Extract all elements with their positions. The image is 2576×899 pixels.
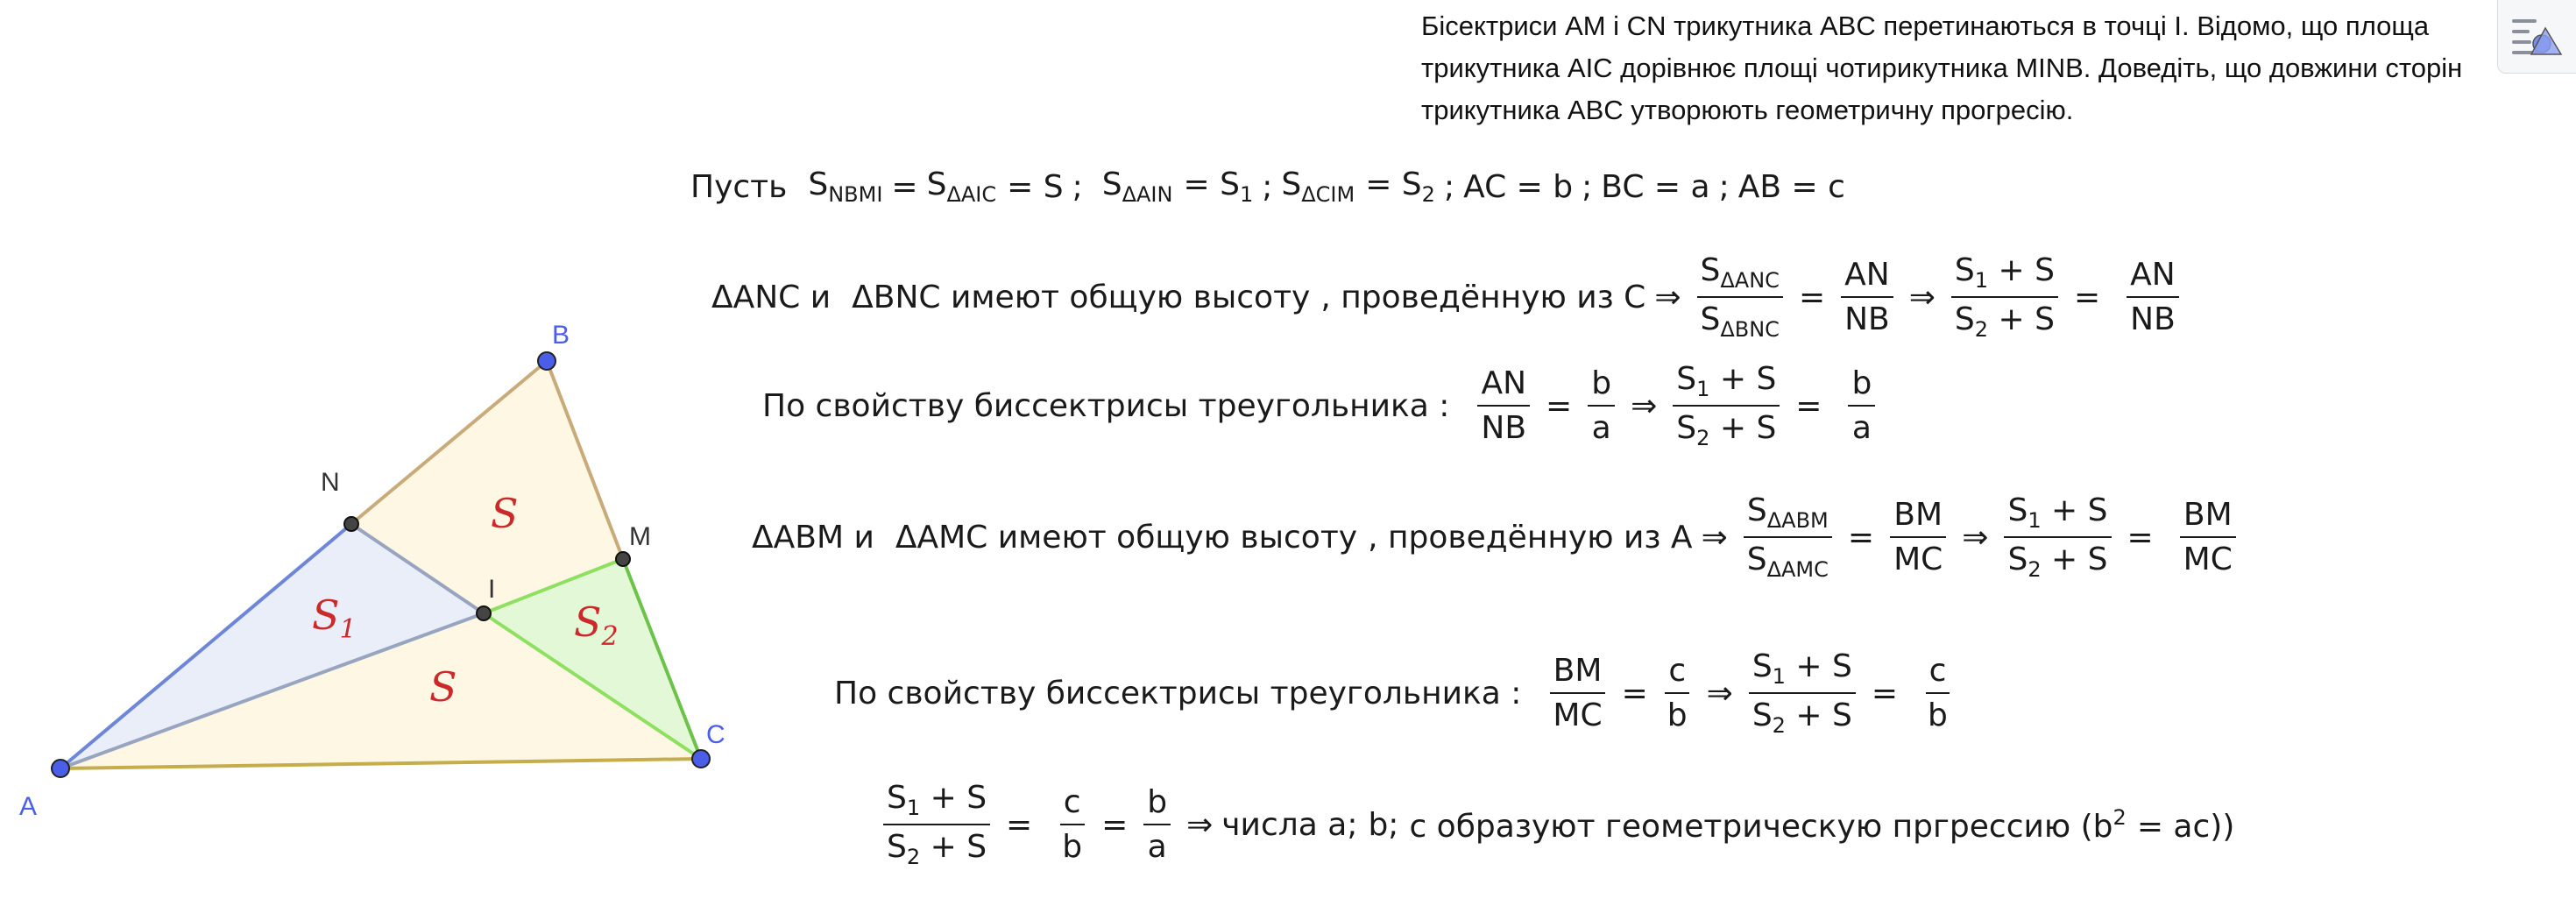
point-m[interactable] bbox=[616, 552, 630, 566]
fraction-b-a: $\frac{b}{a}$ bbox=[1588, 365, 1615, 446]
eq-s1: = $S_1$ bbox=[1183, 166, 1254, 207]
point-b[interactable] bbox=[538, 352, 556, 370]
label-b: B bbox=[552, 321, 570, 350]
text-abm: ΔABM и bbox=[752, 519, 874, 556]
text-anc: ΔANC и bbox=[711, 279, 832, 315]
solution-line-6: $\frac{S_1 + S}{S_2 + S}$ = $\frac{c}{b}$ = $\frac{b}{a}$ ⇒ числа a; b; c образуют геометрическую пргрессию $(b^2 = ac)$) bbox=[876, 780, 2234, 869]
menu-button[interactable] bbox=[2497, 0, 2576, 74]
def-bc: BC = a bbox=[1601, 168, 1710, 205]
eq-s2: = $S_2$ bbox=[1365, 166, 1435, 207]
def-ab: AB = c bbox=[1737, 168, 1845, 205]
problem-statement: Бісектриси AM і CN трикутника ABC перетинаються в точці I. Відомо, що площа трикутника AIC дорівнює площі чотирикутника MINB. Доведіть, що довжини сторін трикутника ABC утворюють геометричну прогресію. bbox=[1421, 11, 2463, 125]
fraction-area-abm-amc: $\frac{S_{\Delta ABM}}{S_{\Delta AMC}}$ bbox=[1744, 492, 1832, 582]
point-c[interactable] bbox=[692, 750, 710, 768]
fraction-an-nb-3: $\frac{AN}{NB}$ bbox=[1477, 365, 1530, 446]
label-s2: $S_2$ bbox=[574, 598, 619, 652]
point-a[interactable] bbox=[52, 760, 69, 777]
text-common-height-2: ΔAMC имеют общую высоту bbox=[895, 519, 1358, 556]
label-i: I bbox=[488, 575, 496, 604]
solution-line-4: ΔABM и ΔAMC имеют общую высоту , проведённую из A ⇒ $\frac{S_{\Delta ABM}}{S_{\Delta AMC}}$ = $\frac{BM}{MC}$ ⇒ $\frac{S_1 + S}{S_2 + S}$ = $\frac{BM}{MC}$ bbox=[752, 492, 2243, 582]
fraction-s1s-s2s-4: $\frac{S_1 + S}{S_2 + S}$ bbox=[1749, 648, 1856, 738]
label-s-bottom: S bbox=[429, 663, 457, 711]
fraction-area-anc-bnc: $\frac{S_{\Delta ANC}}{S_{\Delta BNC}}$ bbox=[1696, 252, 1782, 342]
triangle-figure bbox=[0, 0, 789, 899]
area-s-cim: $S_{\Delta CIM}$ bbox=[1281, 166, 1355, 207]
text-conclusion: c образуют геометрическую пргрессию $(b^2 = ac)$) bbox=[1409, 804, 2235, 845]
fraction-c-b-3: $\frac{c}{b}$ bbox=[1058, 784, 1086, 865]
solution-line-5: По свойству биссектрисы треугольника : $\frac{BM}{MC}$ = $\frac{c}{b}$ ⇒ $\frac{S_1 + S}{S_2 + S}$ = $\frac{c}{b}$ bbox=[834, 648, 1958, 738]
fraction-b-a-2: $\frac{b}{a}$ bbox=[1848, 365, 1875, 446]
def-ac: AC = b bbox=[1463, 168, 1574, 205]
label-c: C bbox=[706, 720, 725, 749]
solution-line-1: Пусть $S_{NBMI}$ = $S_{\Delta AIC}$ = S ; $S_{\Delta AIN}$ = $S_1$ ; $S_{\Delta CIM}$ = $S_2$ ; AC = b ; BC = a ; AB = c bbox=[690, 166, 1845, 207]
label-n: N bbox=[321, 468, 340, 497]
fraction-s1s-s2s-5: $\frac{S_1 + S}{S_2 + S}$ bbox=[883, 780, 990, 869]
text-bisector-property: По свойству биссектрисы треугольника : bbox=[762, 387, 1450, 424]
intro-word: Пусть bbox=[690, 168, 788, 205]
eq-s: = S bbox=[1007, 168, 1064, 205]
fraction-s1s-s2s-2: $\frac{S_1 + S}{S_2 + S}$ bbox=[1673, 361, 1780, 450]
solution-line-2: ΔANC и ΔBNC имеют общую высоту , проведённую из C ⇒ $\frac{S_{\Delta ANC}}{S_{\Delta BNC}}$ = $\frac{AN}{NB}$ ⇒ $\frac{S_1 + S}{S_2 + S}$ = $\frac{AN}{NB}$ bbox=[711, 252, 2186, 342]
fraction-an-nb-2: $\frac{AN}{NB}$ bbox=[2127, 257, 2179, 337]
fraction-bm-mc-3: $\frac{BM}{MC}$ bbox=[1549, 653, 1605, 733]
fraction-an-nb: $\frac{AN}{NB}$ bbox=[1841, 257, 1893, 337]
fraction-s1s-s2s-3: $\frac{S_1 + S}{S_2 + S}$ bbox=[2004, 492, 2111, 582]
text-common-height: ΔBNC имеют общую высоту bbox=[852, 279, 1311, 315]
area-s-aic: $S_{\Delta AIC}$ bbox=[926, 166, 997, 207]
label-s1: $S_1$ bbox=[312, 591, 357, 645]
fraction-c-b-2: $\frac{c}{b}$ bbox=[1924, 653, 1951, 733]
fraction-bm-mc-2: $\frac{BM}{MC}$ bbox=[2180, 497, 2236, 577]
area-s-nbmi: $S_{NBMI}$ bbox=[808, 166, 883, 207]
text-from-c: , проведённую из C bbox=[1320, 279, 1646, 315]
text-b: b; bbox=[1368, 806, 1399, 843]
text-from-a: , проведённую из A bbox=[1368, 519, 1693, 556]
solution-line-3: По свойству биссектрисы треугольника : $\frac{AN}{NB}$ = $\frac{b}{a}$ ⇒ $\frac{S_1 + S}{S_2 + S}$ = $\frac{b}{a}$ bbox=[762, 361, 1882, 450]
fraction-s1s-s2s: $\frac{S_1 + S}{S_2 + S}$ bbox=[1951, 252, 2058, 342]
fraction-b-a-3: $\frac{b}{a}$ bbox=[1143, 784, 1171, 865]
point-i[interactable] bbox=[477, 606, 491, 620]
label-m: M bbox=[629, 522, 651, 551]
menu-icon bbox=[2510, 12, 2565, 61]
fraction-c-b: $\frac{c}{b}$ bbox=[1664, 653, 1691, 733]
point-n[interactable] bbox=[344, 517, 358, 531]
text-numbers-a: числа a; bbox=[1221, 806, 1358, 843]
label-s-top: S bbox=[491, 490, 519, 537]
fraction-bm-mc: $\frac{BM}{MC}$ bbox=[1890, 497, 1946, 577]
area-s-ain: $S_{\Delta AIN}$ bbox=[1101, 166, 1173, 207]
text-bisector-property-2: По свойству биссектрисы треугольника : bbox=[834, 675, 1522, 711]
label-a: A bbox=[19, 792, 38, 821]
